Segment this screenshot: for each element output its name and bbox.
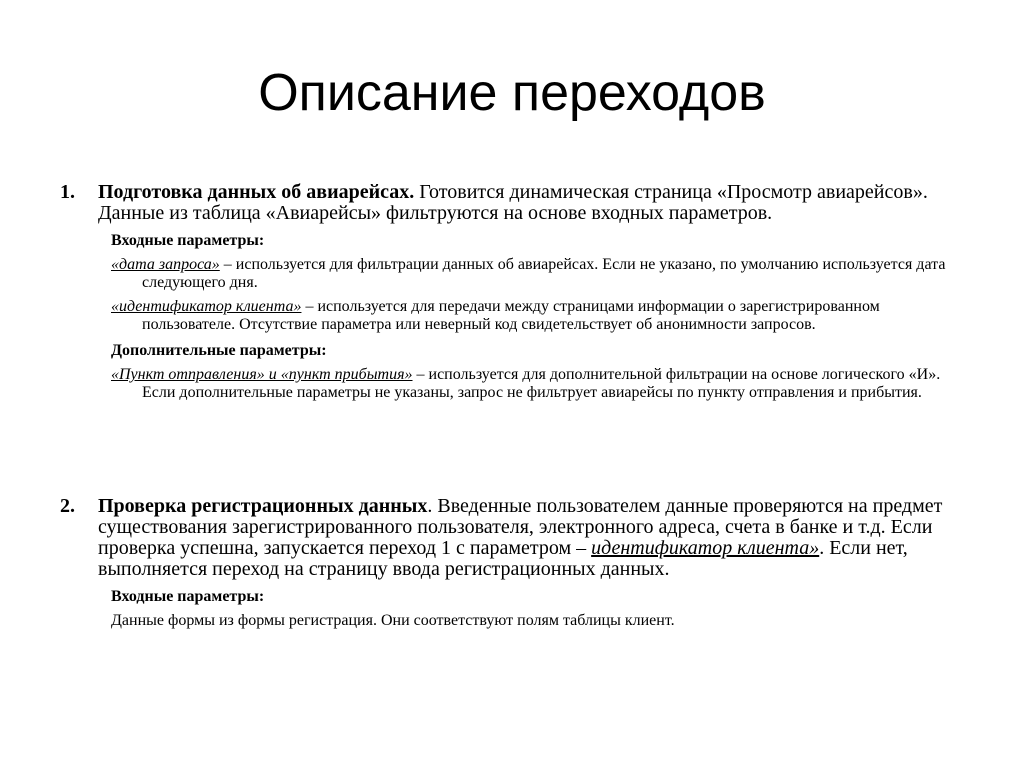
item-description	[98, 496, 960, 580]
item-number: 2.	[60, 495, 75, 517]
item-lead-text: Готовится динамическая страница «Просмотр авиарейсов». Данные из таблица «Авиарейсы» фильтруются на основе входных параметров.	[98, 181, 928, 224]
item-description	[98, 182, 960, 224]
slide-title: Описание переходов	[258, 64, 766, 122]
transition-item-1	[60, 182, 960, 402]
item-lead-text-end: . Если нет, выполняется переход на страницу ввода регистрационных данных.	[98, 537, 908, 580]
param-desc: – используется для дополнительной фильтрации на основе логического «И». Если дополнительные параметры не указаны, запрос не фильтрует авиарейсы по пункту отправления и прибытия.	[142, 366, 941, 401]
item-lead-bold: Подготовка данных об авиарейсах.	[98, 181, 415, 203]
param-date	[111, 256, 960, 292]
item-lead-text: . Введенные пользователем данные проверяются на предмет существования зарегистрированного пользователя, электронного адреса, счета в банке и т.д. Если проверка успешна, запускается переход 1 с параметром –	[98, 495, 943, 559]
param-name: «Пункт отправления» и «пункт прибытия»	[111, 366, 413, 383]
param-desc: – используется для фильтрации данных об авиарейсах. Если не указано, по умолчанию используется дата следующего дня.	[142, 256, 946, 291]
extra-params-heading: Дополнительные параметры:	[111, 342, 327, 359]
input-params-heading: Входные параметры:	[111, 588, 265, 605]
item-lead-bold: Проверка регистрационных данных	[98, 495, 428, 517]
input-params-heading: Входные параметры:	[111, 232, 265, 249]
item-number: 1.	[60, 181, 75, 203]
param-desc: – используется для передачи между страницами информации о зарегистрированном пользователе. Отсутствие параметра или неверный код свидетельствует об анонимности запросов.	[142, 298, 880, 333]
param-client-id	[111, 298, 960, 334]
param-name: «дата запроса»	[111, 256, 220, 273]
param-name: «идентификатор клиента»	[111, 298, 302, 315]
transition-item-2	[60, 496, 960, 630]
param-departure-arrival	[111, 366, 960, 402]
item-lead-link: идентификатор клиента»	[591, 537, 820, 559]
form-data-text: Данные формы из формы регистрация. Они соответствуют полям таблицы клиент.	[111, 612, 675, 629]
